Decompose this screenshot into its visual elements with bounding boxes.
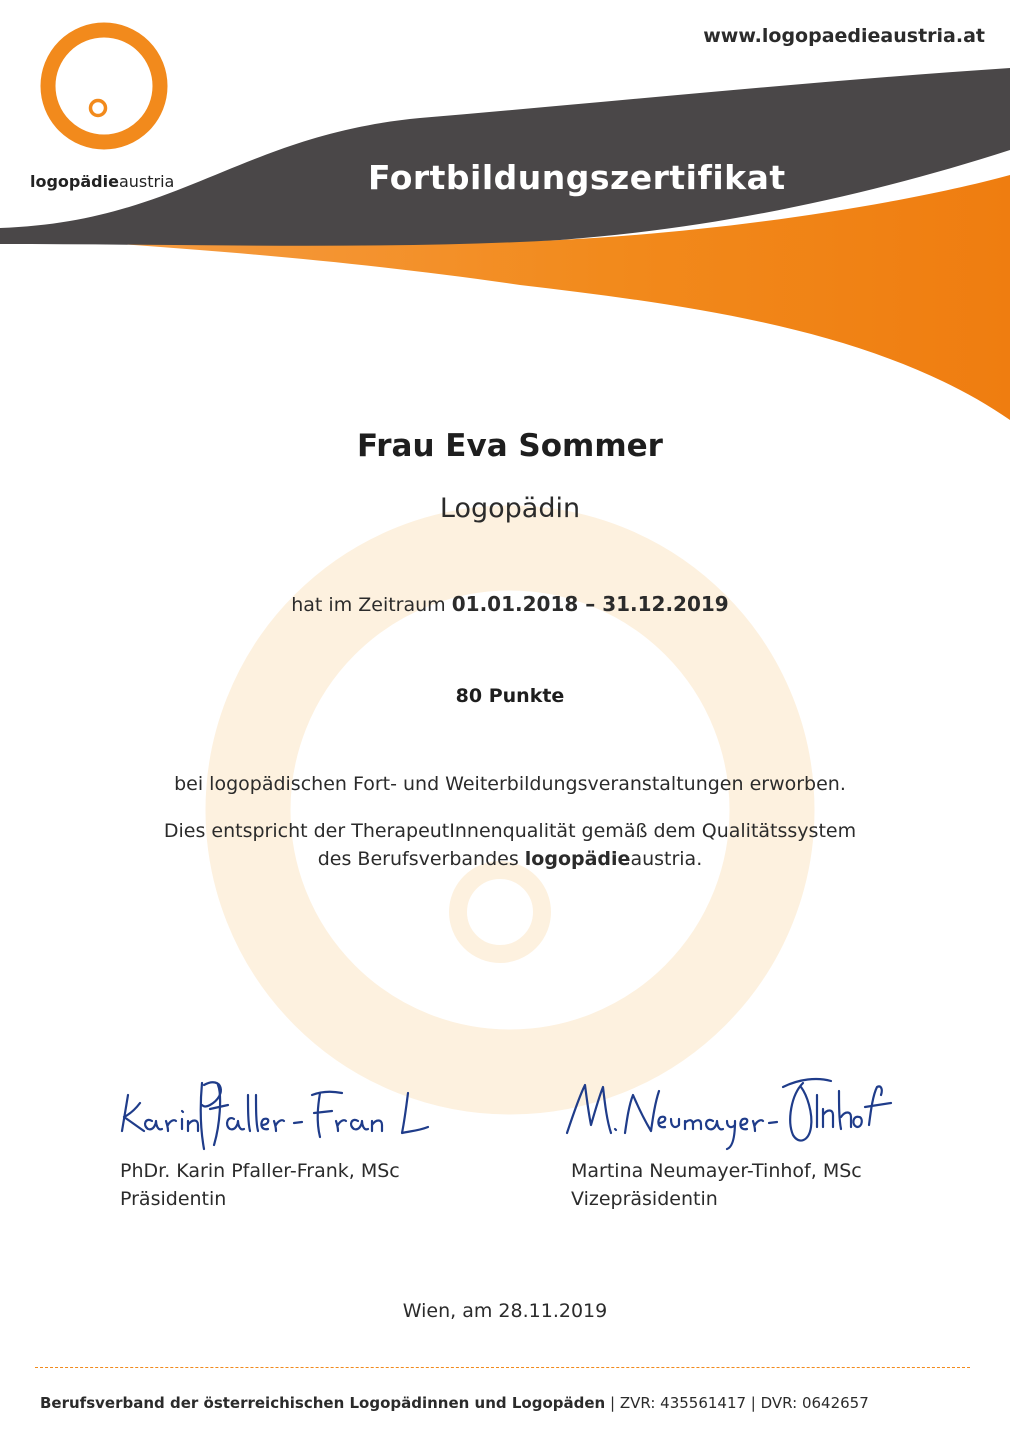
watermark-ring-icon [180,480,840,1140]
logo-wordmark-bold: logopädie [30,172,119,191]
certificate-title: Fortbildungszertifikat [368,158,786,197]
acquired-text: bei logopädischen Fort- und Weiterbildungsveranstaltungen erworben. [174,773,846,795]
recipient-name: Frau Eva Sommer [357,428,663,464]
footer-organization: Berufsverband der österreichischen Logopädinnen und Logopäden [40,1394,606,1412]
signatory-1-name: PhDr. Karin Pfaller-Frank, MSc [120,1160,400,1182]
period-prefix: hat im Zeitraum [291,594,446,616]
place-and-date: Wien, am 28.11.2019 [402,1300,608,1322]
footer-divider [35,1367,970,1368]
signatory-2-role: Vizepräsidentin [571,1188,718,1210]
footer-ids: | ZVR: 435561417 | DVR: 0642657 [605,1394,869,1412]
signatory-1-role: Präsidentin [120,1188,227,1210]
period-line [5,592,1010,616]
signatory-2-name: Martina Neumayer-Tinhof, MSc [571,1160,862,1182]
footer-text [40,1394,869,1412]
logo-wordmark-regular: austria [118,172,175,191]
signature-1 [110,1065,450,1155]
logo-wordmark [30,172,174,191]
quality-statement-line1: Dies entspricht der TherapeutInnenqualität gemäß dem Qualitätssystem [163,820,857,842]
points: 80 Punkte [455,685,565,707]
quality-line2-regular: austria. [630,848,703,870]
quality-statement-line2 [5,848,1010,870]
period-value: 01.01.2018 – 31.12.2019 [451,592,729,616]
website-url: www.logopaedieaustria.at [703,25,985,47]
quality-line2-prefix: des Berufsverbandes [317,848,519,870]
logo-ring-icon [38,20,170,152]
signature-2 [555,1065,895,1155]
quality-line2-bold: logopädie [524,848,631,870]
profession: Logopädin [439,493,581,524]
